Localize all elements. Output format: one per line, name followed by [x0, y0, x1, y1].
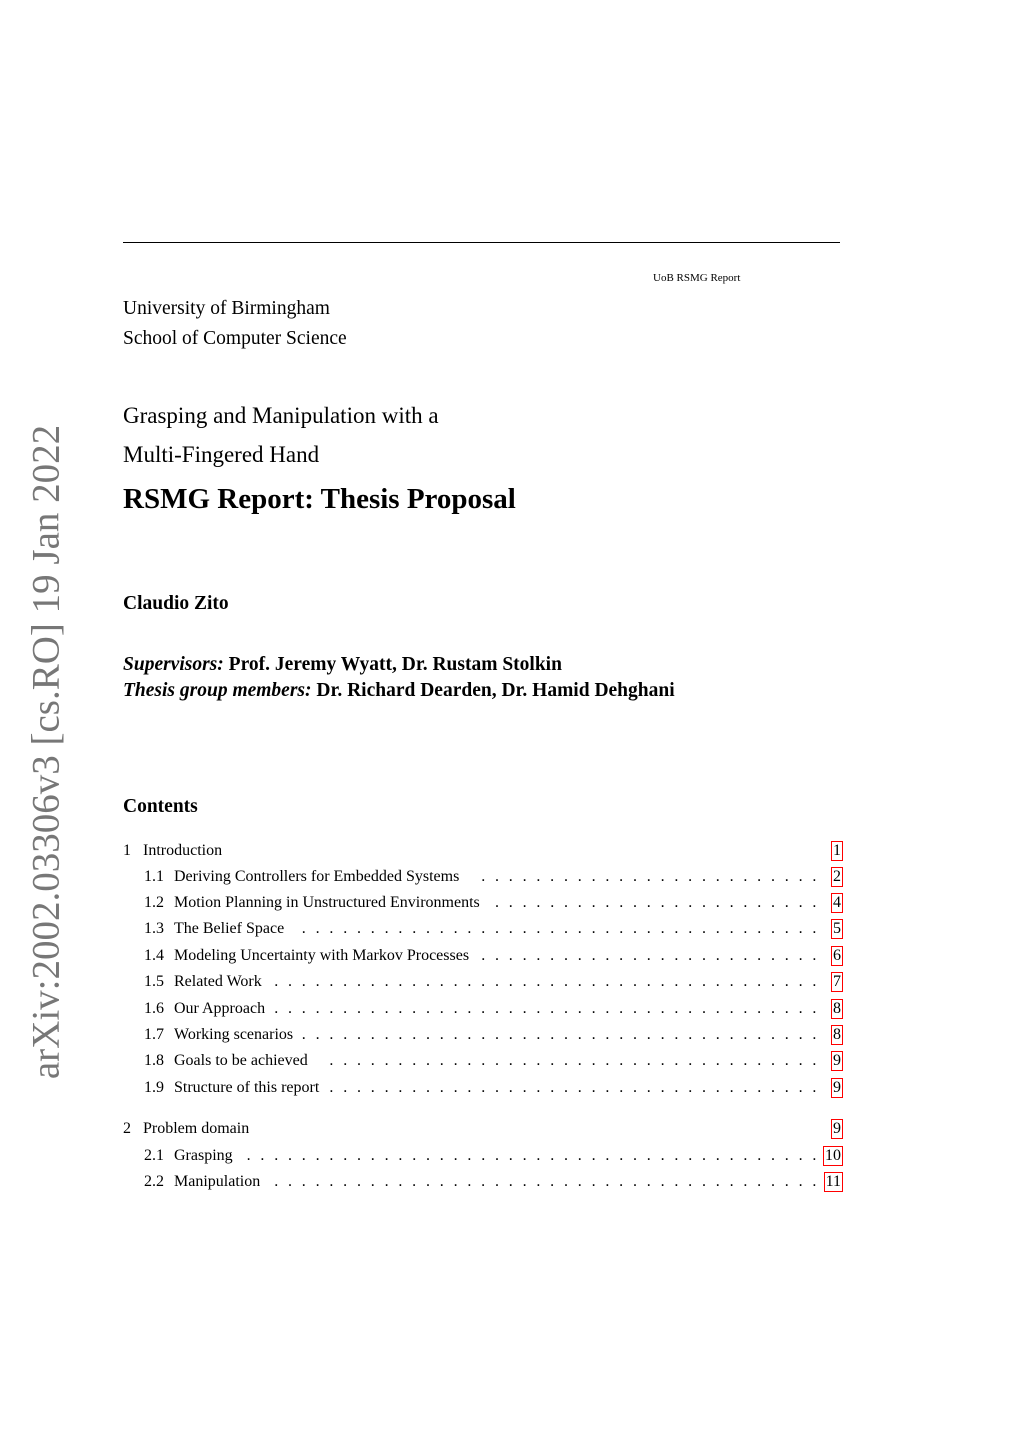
toc-entry-title: Modeling Uncertainty with Markov Processes	[174, 947, 470, 964]
toc-entry-title: Problem domain	[143, 1120, 250, 1137]
toc-page-link[interactable]: 7	[833, 973, 841, 990]
toc-entry-number: 2.1	[144, 1147, 164, 1164]
toc-entry-number: 1.1	[144, 868, 164, 885]
supervisors-label: Supervisors:	[123, 654, 224, 675]
toc-entry[interactable]	[123, 1024, 843, 1046]
toc-page-link[interactable]: 8	[833, 1026, 841, 1043]
toc-entry-number: 1.3	[144, 920, 164, 937]
toc-entry[interactable]	[123, 866, 843, 888]
toc-page-link[interactable]: 11	[825, 1173, 841, 1190]
toc-entry-title: Motion Planning in Unstructured Environments	[174, 894, 480, 911]
main-title: RSMG Report: Thesis Proposal	[123, 483, 516, 515]
toc-leader-dots: . . . . . . . . . . . . . . . . . . . . . . . . . . . . . . . . . . . . . .	[301, 920, 817, 937]
toc-entry-title: Manipulation	[174, 1173, 261, 1190]
toc-leader-dots: . . . . . . . . . . . . . . . . . . . . . . . . . . . . . . . . . . . .	[329, 1052, 817, 1069]
toc-entry[interactable]	[123, 1145, 843, 1167]
toc-page-link[interactable]: 4	[833, 894, 841, 911]
toc-entry-title: The Belief Space	[174, 920, 285, 937]
toc-leader-dots: . . . . . . . . . . . . . . . . . . . . . . . . . . . . . . . . . . . . . . . . . .	[246, 1147, 817, 1164]
toc-entry-number: 1.2	[144, 894, 164, 911]
toc-page-link[interactable]: 9	[833, 1120, 841, 1137]
toc-entry-number: 1.9	[144, 1079, 164, 1096]
toc-entry[interactable]	[123, 945, 843, 967]
toc-page-link[interactable]: 6	[833, 947, 841, 964]
toc-page-link[interactable]: 9	[833, 1079, 841, 1096]
toc-entry-title: Related Work	[174, 973, 262, 990]
toc-leader-dots: . . . . . . . . . . . . . . . . . . . . . . . .	[495, 894, 817, 911]
subtitle-line-1: Grasping and Manipulation with a	[123, 403, 439, 428]
toc-entry-title: Grasping	[174, 1147, 233, 1164]
toc-entry-title: Structure of this report	[174, 1079, 320, 1096]
contents-heading: Contents	[123, 796, 198, 817]
supervisors-names: Prof. Jeremy Wyatt, Dr. Rustam Stolkin	[228, 654, 562, 675]
thesis-group-names: Dr. Richard Dearden, Dr. Hamid Dehghani	[316, 680, 675, 701]
subtitle-line-2: Multi-Fingered Hand	[123, 442, 320, 467]
toc-page-link[interactable]: 5	[833, 920, 841, 937]
toc-entry-number: 1.6	[144, 1000, 164, 1017]
report-tag: UoB RSMG Report	[653, 272, 741, 284]
toc-leader-dots: . . . . . . . . . . . . . . . . . . . . . . . . . . . . . . . . . . . . . .	[301, 1026, 817, 1043]
toc-entry-number: 1	[123, 842, 131, 859]
school-name: School of Computer Science	[123, 328, 347, 349]
toc-page-link[interactable]: 8	[833, 1000, 841, 1017]
arxiv-stamp-text: arXiv:2002.03306v3 [cs.RO] 19 Jan 2022	[24, 424, 68, 1080]
author-name: Claudio Zito	[123, 593, 229, 614]
toc-entry[interactable]	[123, 998, 843, 1020]
toc-entry-number: 1.7	[144, 1026, 164, 1043]
toc-leader-dots: . . . . . . . . . . . . . . . . . . . . . . . . . . . . . . . . . . . . . . . .	[274, 973, 817, 990]
toc-entry-title: Working scenarios	[174, 1026, 294, 1043]
toc-entry-title: Introduction	[143, 842, 223, 859]
toc-entry[interactable]	[123, 1050, 843, 1072]
toc-entry[interactable]	[123, 840, 843, 862]
toc-leader-dots: . . . . . . . . . . . . . . . . . . . . . . . . .	[481, 947, 817, 964]
toc-leader-dots: . . . . . . . . . . . . . . . . . . . . . . . . . . . . . . . . . . . . . . . .	[274, 1173, 817, 1190]
toc-entry[interactable]	[123, 1077, 843, 1099]
thesis-group-label: Thesis group members:	[123, 680, 312, 701]
toc-leader-dots: . . . . . . . . . . . . . . . . . . . . . . . . .	[481, 868, 817, 885]
toc-entry[interactable]	[123, 1171, 843, 1193]
toc-page-link[interactable]: 9	[833, 1052, 841, 1069]
toc-page-link[interactable]: 10	[825, 1147, 841, 1164]
table-of-contents	[123, 0, 843, 1448]
toc-entry-number: 1.5	[144, 973, 164, 990]
toc-entry-title: Our Approach	[174, 1000, 266, 1017]
toc-entry[interactable]	[123, 1118, 843, 1140]
toc-page-link[interactable]: 1	[833, 842, 841, 859]
toc-entry-number: 2	[123, 1120, 131, 1137]
toc-entry[interactable]	[123, 971, 843, 993]
toc-entry-number: 2.2	[144, 1173, 164, 1190]
toc-page-link[interactable]: 2	[833, 868, 841, 885]
toc-entry-title: Goals to be achieved	[174, 1052, 308, 1069]
university-name: University of Birmingham	[123, 298, 330, 319]
toc-leader-dots: . . . . . . . . . . . . . . . . . . . . . . . . . . . . . . . . . . . .	[329, 1079, 817, 1096]
toc-entry[interactable]	[123, 892, 843, 914]
toc-leader-dots: . . . . . . . . . . . . . . . . . . . . . . . . . . . . . . . . . . . . . . . .	[274, 1000, 817, 1017]
toc-entry-title: Deriving Controllers for Embedded Systems	[174, 868, 460, 885]
toc-entry[interactable]	[123, 918, 843, 940]
toc-entry-number: 1.4	[144, 947, 164, 964]
toc-entry-number: 1.8	[144, 1052, 164, 1069]
